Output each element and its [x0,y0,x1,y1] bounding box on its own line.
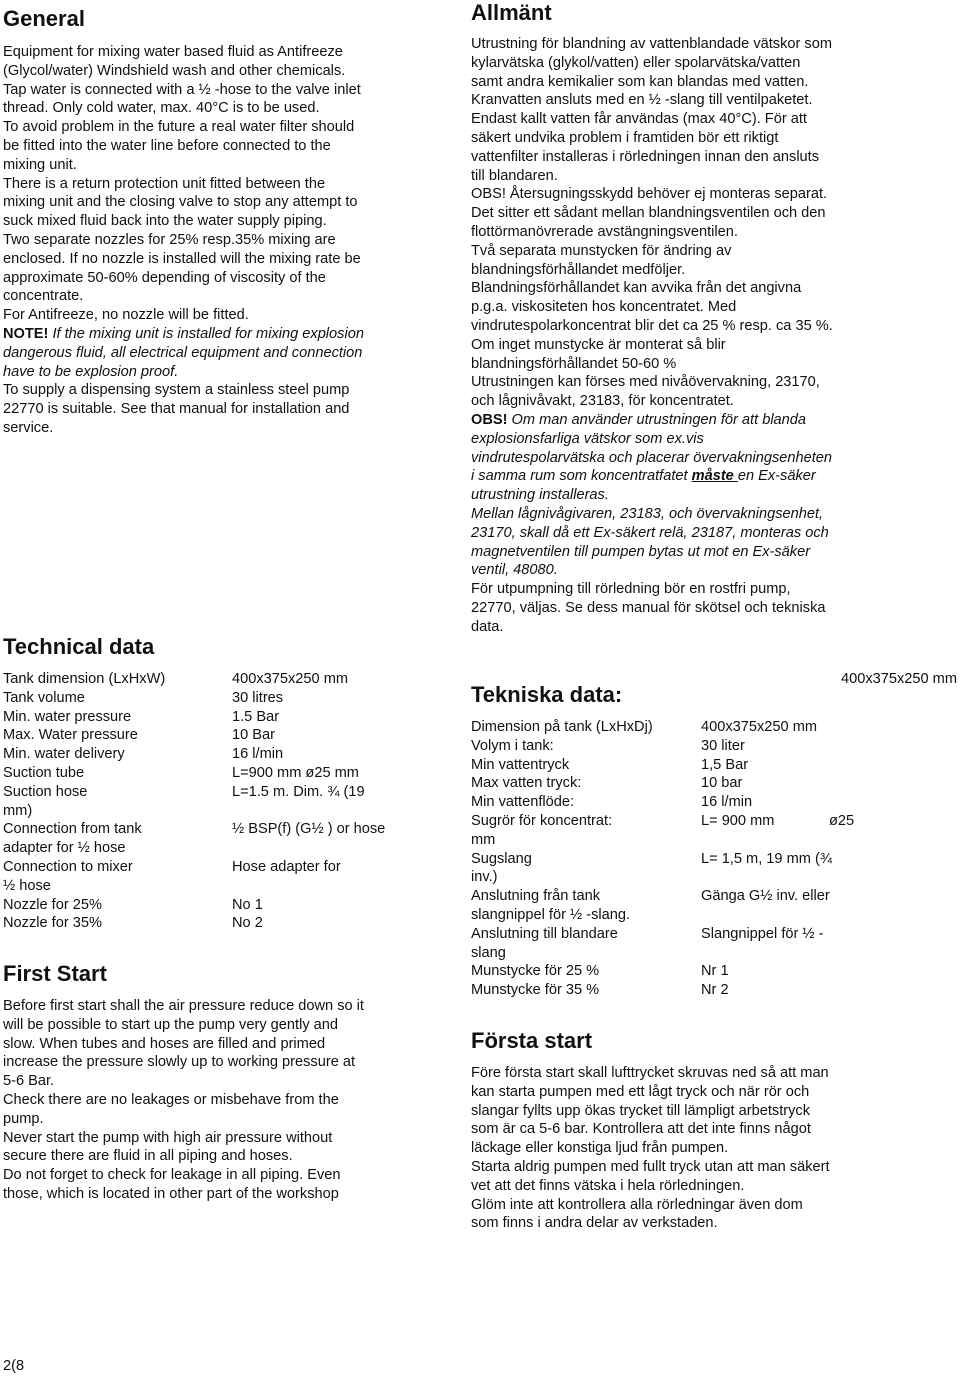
obs-text: explosionsfarliga vätskor som ex.vis [471,430,704,447]
spec-label: Anslutning till blandare [471,925,618,942]
text-line: be fitted into the water line before connected to the [3,137,331,154]
spec-label: Connection from tank [3,821,142,838]
spec-label: mm [471,831,496,848]
table-row [471,981,960,1000]
text-line: data. [471,618,504,635]
text-line: Tap water is connected with a ½ -hose to the valve inlet [3,81,361,98]
note-line [3,325,364,344]
table-row [471,831,960,850]
text-line: Före första start skall lufttrycket skruvas ned så att man [471,1065,829,1081]
note-text: have to be explosion proof. [3,363,179,380]
text-line: kylarvätska (glykol/vatten) eller spolarvätska/vatten [471,54,801,71]
table-row [3,689,443,708]
spec-value: 1,5 Bar [701,756,749,773]
text-line: There is a return protection unit fitted between the [3,175,326,192]
page-number: 2(8 [3,1358,25,1374]
text-line: Two separate nozzles for 25% resp.35% mixing are [3,231,336,248]
first-start-paragraph [3,997,364,1204]
text-line: slangar fyllts upp ökas trycket till lämpligt arbetstryck [471,1102,811,1119]
obs-text: vindrutespolarvätska och placerar övervakningsenheten [471,449,833,466]
table-row [471,756,960,775]
table-row [3,783,443,802]
spec-label: Min vattenflöde: [471,794,575,811]
text-line: thread. Only cold water, max. 40°C is to be used. [3,100,320,117]
text-line: Endast kallt vatten får användas (max 40°C). För att [471,111,807,128]
general-heading: General [3,6,85,31]
text-line: vet att det finns vätska i hela rörledningen. [471,1177,745,1194]
text-line: Två separata munstycken för ändring av [471,242,732,259]
spec-value: 30 liter [701,737,745,754]
note-text: If the mixing unit is installed for mixing explosion [48,325,364,342]
text-line: those, which is located in other part of the workshop [3,1185,339,1202]
text-line: Glöm inte att kontrollera alla rörledningar även dom [471,1196,803,1213]
text-line: och lågnivåvakt, 23183, för koncentratet. [471,393,734,410]
table-row [471,793,960,812]
spec-label: Nozzle for 35% [3,915,102,932]
text-line: mixing unit. [3,156,77,173]
text-line: Det sitter ett sådant mellan blandningsventilen och den [471,205,826,222]
table-row [471,737,960,756]
text-line: Om inget munstycke är monterat så blir [471,336,726,353]
text-line: pump. [3,1110,44,1127]
spec-label: inv.) [471,869,498,886]
table-row [3,858,443,877]
table-row [3,745,443,764]
spec-label: Nozzle for 25% [3,896,102,913]
spec-value: Nr 1 [701,963,729,980]
text-line: will be possible to start up the pump very gently and [3,1016,339,1033]
spec-value: Hose adapter for [232,858,341,875]
obs-text: magnetventilen till pumpen bytas ut mot en Ex-säker [471,543,811,560]
table-row [3,708,443,727]
text-line: Do not forget to check for leakage in all piping. Even [3,1167,341,1184]
text-line: läckage eller konstiga ljud från pumpen. [471,1140,729,1157]
table-row [471,868,960,887]
text-line: concentrate. [3,288,84,305]
spec-label: Munstycke för 25 % [471,963,600,980]
text-line: approximate 50-60% depending of viscosity of the [3,269,326,286]
text-line: blandningsförhållandet 50-60 % [471,355,677,372]
table-row [471,944,960,963]
text-line: samt andra kemikalier som kan blandas med vatten. [471,73,809,90]
spec-label: Tank volume [3,689,85,706]
spec-label: Anslutning från tank [471,888,600,905]
tekniska-data-heading: Tekniska data: [471,682,623,707]
spec-label: ½ hose [3,877,51,894]
obs-text: ventil, 48080. [471,562,558,579]
spec-label: Min. water pressure [3,708,132,725]
table-row [3,726,443,745]
table-row [3,877,443,896]
spec-label: Volym i tank: [471,737,554,754]
text-line: För utpumpning till rörledning bör en rostfri pump, [471,581,791,598]
table-row [3,820,443,839]
spec-extra: ø25 [829,812,855,829]
table-row [471,718,960,737]
text-line: flottörmanövrerade avstängningsventilen. [471,223,738,240]
text-line: slow. When tubes and hoses are filled and primed [3,1035,326,1052]
spec-label: adapter for ½ hose [3,840,126,857]
spec-value: L= 1,5 m, 19 mm (¾ [701,850,832,867]
allmant-heading: Allmänt [471,0,552,25]
text-line: suck mixed fluid back into the water supply piping. [3,213,327,230]
text-line: vindrutespolarkoncentrat blir det ca 25 % resp. ca 35 %. [471,317,833,334]
spec-label: Min vattentryck [471,756,570,773]
obs-text: Om man använder utrustningen för att blanda [507,411,807,428]
floating-dimension: 400x375x250 mm [840,671,957,687]
text-line: som är ca 5-6 bar. Kontrollera att det inte finns något [471,1121,811,1138]
spec-label: Dimension på tank (LxHxDj) [471,719,653,735]
note-text: dangerous fluid, all electrical equipment and connection [3,344,363,361]
text-line: kan starta pumpen med ett lågt tryck och när rör och [471,1083,810,1100]
text-line: Before first start shall the air pressure reduce down so it [3,998,364,1014]
tekniska-data-table [471,718,960,1000]
spec-value: 10 Bar [232,727,275,744]
text-line: Starta aldrig pumpen med fullt tryck utan att man säkert [471,1158,830,1175]
obs-text: Mellan lågnivågivaren, 23183, och övervakningsenhet, [471,505,824,522]
spec-value: Nr 2 [701,982,729,999]
text-line: Kranvatten ansluts med en ½ -slang till ventilpaketet. [471,92,813,109]
obs-text: 23170, skall då ett Ex-säkert relä, 23187, monteras och [471,524,829,541]
table-row [471,906,960,925]
allmant-paragraph [471,35,833,637]
spec-label: Max. Water pressure [3,727,138,744]
spec-value: 16 l/min [701,794,753,811]
table-row [3,670,443,689]
note-label: NOTE! [3,325,49,342]
spec-label: Sugslang [471,850,532,867]
technical-data-heading: Technical data [3,634,155,659]
spec-label: Suction tube [3,764,85,781]
text-line: service. [3,419,54,436]
obs-text: utrustning installeras. [471,487,609,504]
text-line: Never start the pump with high air pressure without [3,1129,333,1146]
table-row [3,764,443,783]
spec-value: 400x375x250 mm [232,671,349,687]
text-line: till blandaren. [471,167,558,184]
text-line: säkert undvika problem i framtiden bör ett riktigt [471,129,779,146]
text-line: 22770, väljas. Se dess manual för skötsel och tekniska [471,599,826,616]
table-row [471,812,960,831]
obs-text: i samma rum som koncentratfatet [471,468,692,485]
spec-label: Connection to mixer [3,858,133,875]
text-line: Check there are no leakages or misbehave from the [3,1091,339,1108]
spec-value: 1.5 Bar [232,708,280,725]
spec-label: Sugrör för koncentrat: [471,812,613,829]
table-row [471,887,960,906]
spec-value: No 1 [232,896,263,913]
text-line: Utrustning för blandning av vattenblandade vätskor som [471,36,833,52]
spec-value: 10 bar [701,775,743,792]
general-paragraph [3,43,364,438]
spec-label: slang [471,944,506,961]
spec-value: Gänga G½ inv. eller [701,888,830,905]
table-row [3,839,443,858]
spec-label: Max vatten tryck: [471,775,582,792]
spec-label: Suction hose [3,783,88,800]
spec-label: slangnippel för ½ -slang. [471,906,631,923]
text-line: (Glycol/water) Windshield wash and other chemicals. [3,62,346,79]
first-start-heading: First Start [3,961,107,986]
table-row [471,925,960,944]
spec-value: 16 l/min [232,746,284,763]
spec-value: Slangnippel för ½ - [701,925,824,942]
obs-text: en Ex-säker [737,468,816,485]
spec-value: L= 900 mm [701,812,775,829]
text-line: To avoid problem in the future a real water filter should [3,119,355,136]
text-line: 5-6 Bar. [3,1073,55,1090]
spec-label: mm) [3,802,33,819]
text-line: Utrustningen kan förses med nivåövervakning, 23170, [471,374,820,391]
table-row [471,850,960,869]
spec-value: 30 litres [232,689,284,706]
spec-value: L=900 mm ø25 mm [232,764,359,781]
obs-line [471,467,833,486]
text-line: p.g.a. viskositeten hos koncentratet. Med [471,299,737,316]
spec-value: L=1.5 m. Dim. ¾ (19 [232,783,365,800]
spec-label: Min. water delivery [3,746,125,763]
text-line: To supply a dispensing system a stainless steel pump [3,382,350,399]
text-line: vattenfilter installeras i rörledningen innan den ansluts [471,148,820,165]
text-line: secure there are fluid in all piping and hoses. [3,1148,293,1165]
text-line: 22770 is suitable. See that manual for installation and [3,401,350,418]
table-row [471,962,960,981]
text-line: Blandningsförhållandet kan avvika från det angivna [471,280,802,297]
text-line: mixing unit and the closing valve to stop any attempt to [3,194,358,211]
spec-label: Tank dimension (LxHxW) [3,671,166,687]
text-line: blandningsförhållandet medföljer. [471,261,686,278]
text-line: enclosed. If no nozzle is installed will the mixing rate be [3,250,361,267]
table-row [3,914,443,933]
spec-value: 400x375x250 mm [701,719,818,735]
spec-value: ½ BSP(f) (G½ ) or hose [232,821,386,838]
obs-emphasis: måste [691,468,738,485]
text-line: som finns i andra delar av verkstaden. [471,1215,718,1232]
text-line: Equipment for mixing water based fluid as Antifreeze [3,44,343,60]
text-line: OBS! Återsugningsskydd behöver ej monteras separat. [471,186,828,203]
spec-value: No 2 [232,915,263,932]
table-row [3,896,443,915]
obs-line [471,411,833,430]
table-row [3,802,443,821]
table-row [471,774,960,793]
obs-label: OBS! [471,411,508,428]
text-line: increase the pressure slowly up to working pressure at [3,1054,356,1071]
forsta-start-paragraph [471,1064,830,1233]
spec-label: Munstycke för 35 % [471,982,600,999]
technical-data-table [3,670,443,933]
forsta-start-heading: Första start [471,1028,593,1053]
text-line: For Antifreeze, no nozzle will be fitted. [3,307,249,324]
